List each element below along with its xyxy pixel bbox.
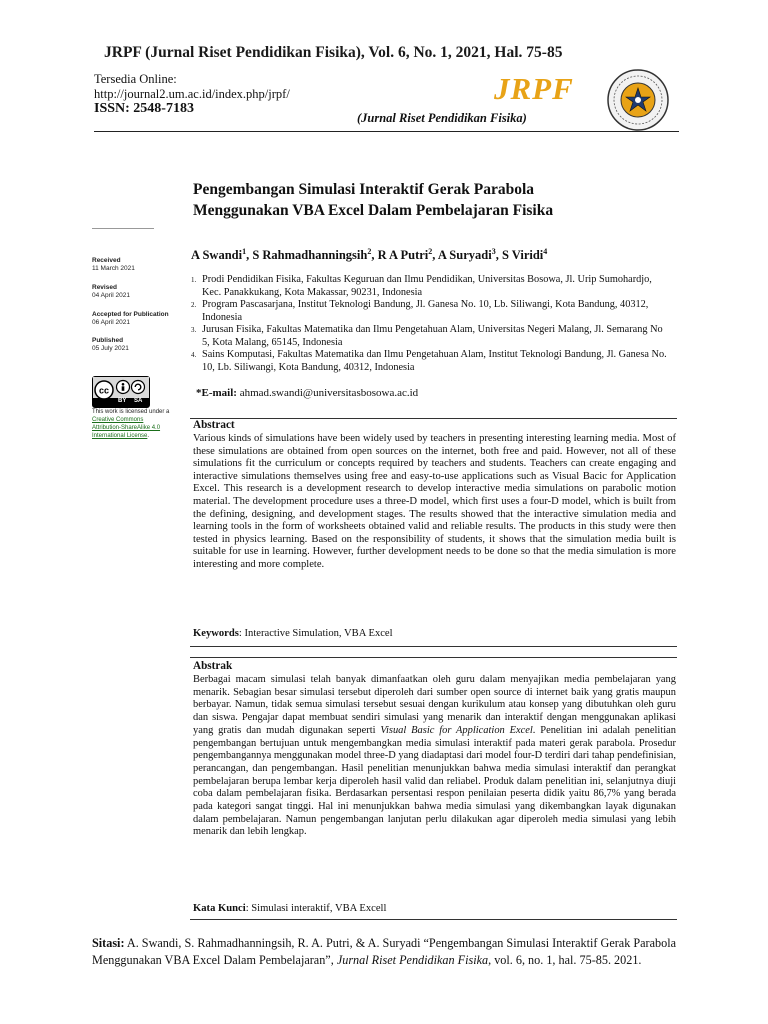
kata-kunci-text: : Simulasi interaktif, VBA Excell (245, 903, 387, 914)
citation-journal: Jurnal Riset Pendidikan Fisika (336, 952, 489, 967)
affiliation-item (191, 274, 671, 299)
abstrak-heading: Abstrak (193, 660, 233, 672)
affiliation-text: Sains Komputasi, Fakultas Matematika dan Ilmu Pengetahuan Alam, Institut Teknologi Bandung, Jl. Ganesa No. 10, Lb. Siliwangi, Kota Bandung, 40312, Indonesia (202, 349, 667, 373)
header-divider (94, 131, 679, 132)
affiliation-item (191, 299, 671, 324)
author-list: A Swandi$^1$, S Rahmadhanningsih$^2$, R A Putri$^2$, A Suryadi$^3$, S Viridi$^4$ (191, 247, 548, 263)
availability-label: Tersedia Online: (94, 72, 177, 86)
university-seal-icon (606, 68, 670, 132)
affiliation-text: Jurusan Fisika, Fakultas Matematika dan Ilmu Pengetahuan Alam, Universitas Negeri Malang, Jl. Semarang No 5, Kota Malang, 65145, Indonesia (202, 324, 663, 348)
license-link[interactable]: Creative Commons Attribution-ShareAlike 4.0 International License (92, 417, 161, 439)
svg-text:cc: cc (98, 385, 110, 396)
accepted-date: 06 April 2021 (92, 319, 130, 326)
affiliation-item (191, 349, 671, 374)
citation (92, 935, 676, 968)
corresponding-email (196, 387, 418, 399)
revised-date: 04 April 2021 (92, 292, 130, 299)
affiliation-number: 3. (191, 326, 197, 334)
abstrak-body (193, 674, 676, 839)
citation-text-part-2: , vol. 6, no. 1, hal. 75-85. 2021. (488, 952, 642, 967)
author-affiliation-mark: 3 (491, 247, 496, 256)
author-affiliation-mark: 4 (543, 247, 548, 256)
journal-url[interactable]: http://journal2.um.ac.id/index.php/jrpf/ (94, 87, 290, 101)
history-published (92, 337, 129, 353)
title-line-1: Pengembangan Simulasi Interaktif Gerak Parabola (193, 181, 535, 198)
history-revised (92, 284, 130, 300)
published-label: Published (92, 337, 124, 344)
abstrak-emphasis: Visual Basic for Application Excel (380, 724, 533, 736)
author-name: A Swandi (191, 248, 243, 263)
journal-logo-text: JRPF (494, 71, 574, 106)
author-affiliation-mark: 2 (367, 247, 372, 256)
revised-label: Revised (92, 284, 117, 291)
keywords-label: Keywords (193, 628, 239, 639)
affiliation-number: 1. (191, 276, 197, 284)
abstract-heading: Abstract (193, 419, 235, 431)
cc-by-label: BY (118, 398, 127, 404)
citation-label: Sitasi: (92, 936, 125, 950)
abstract-body: Various kinds of simulations have been widely used by teachers in presenting interesting learning media. Most of these simulations are obtained from open sources on the internet, both free and paid. However, not all of these simulations fit the curriculum or concepts required by teachers and students. Teachers can create engaging and interactive simulations themselves using free and easy-to-use applications such as Visual Bacic for Application Excel. This research is a development research to develop interactive media simulations on parabolic motion material. The development procedure uses a three-D model, which first uses a four-D model, which is built from the defining, designing, and development stages. The results showed that the interactive simulation media and learning tools in the form of worksheets obtained valid and reliable results. The products in this study were then tested in physics learning. Based on the responsibility of students, it shows that the simulation media built is suitable for use in learning. However, further development needs to be done so that the media simulation is more interesting and more complete. (193, 433, 676, 570)
received-label: Received (92, 257, 121, 264)
email-label: *E-mail: (196, 387, 237, 399)
abstrak-text-part-1: Berbagai macam simulasi telah banyak dimanfaatkan oleh guru dalam menyajikan media pembelajaran yang menarik. Sebagian besar simulasi tersebut diperoleh dari sumber open source di internet baik yang gratis maupun berbayar. Namun, tidak semua simulasi tersebut sesuai dengan kurikulum atau konsep yang dibutuhkan oleh guru dan siswa. Pengajar dapat membuat sendiri simulasi yang menarik dan interaktif dengan menggunakan aplikasi yang gratis dan mudah digunakan seperti (193, 674, 676, 736)
affiliation-number: 2. (191, 301, 197, 309)
issn: ISSN: 2548-7183 (94, 101, 194, 116)
affiliation-item (191, 324, 671, 349)
author-name: A Suryadi (437, 248, 492, 263)
cc-sa-label: SA (134, 398, 143, 404)
abstrak-divider-bottom (190, 919, 677, 920)
author-affiliation-mark: 2 (428, 247, 433, 256)
author-name: S Rahmadhanningsih (252, 248, 368, 263)
paper-title (193, 179, 673, 221)
title-line-2: Menggunakan VBA Excel Dalam Pembelajaran Fisika (193, 202, 554, 219)
history-received (92, 257, 135, 273)
journal-header: JRPF (Jurnal Riset Pendidikan Fisika), Vol. 6, No. 1, 2021, Hal. 75-85 (104, 44, 563, 61)
history-accepted (92, 311, 169, 327)
email-address[interactable]: ahmad.swandi@universitasbosowa.ac.id (239, 387, 419, 399)
affiliation-text: Program Pascasarjana, Institut Teknologi Bandung, Jl. Ganesa No. 10, Lb. Siliwangi, Kota Bandung, 40312, Indonesia (202, 299, 649, 323)
author-name: R A Putri (377, 248, 429, 263)
received-date: 11 March 2021 (92, 265, 135, 272)
kata-kunci (193, 903, 386, 914)
abstract-divider-top (190, 418, 677, 419)
citation-text-part-1: A. Swandi, S. Rahmadhanningsih, R. A. Putri, & A. Suryadi “Pengembangan Simulasi Interaktif Gerak Parabola Menggunakan VBA Excel Dalam Pembelajaran”, (92, 936, 676, 967)
kata-kunci-label: Kata Kunci (193, 903, 246, 914)
license-prefix: This work is licensed under a (92, 409, 170, 415)
keywords (193, 628, 393, 639)
abstrak-divider-top (190, 657, 677, 658)
abstract-divider-bottom (190, 646, 677, 647)
author-name: S Viridi (501, 248, 544, 263)
license-note (92, 408, 172, 440)
published-date: 05 July 2021 (92, 345, 129, 352)
accepted-label: Accepted for Publication (92, 311, 169, 318)
keywords-text: : Interactive Simulation, VBA Excel (238, 628, 393, 639)
journal-logo-subtitle: (Jurnal Riset Pendidikan Fisika) (357, 111, 527, 125)
license-suffix: . (147, 433, 150, 439)
affiliation-text: Prodi Pendidikan Fisika, Fakultas Keguruan dan Ilmu Pendidikan, Universitas Bosowa, Jl. Urip Sumohardjo, Kec. Panakkukang, Kota Makassar, 90231, Indonesia (202, 274, 652, 298)
history-divider (92, 228, 154, 229)
author-affiliation-mark: 1 (242, 247, 247, 256)
abstrak-text-part-2: . Penelitian ini adalah penelitian pengembangan bertujuan untuk mengembangkan media simulasi interaktif pada materi gerak parabola. Prosedur pengembangannya menggunakan model three-D yang diadaptasi dari model four-D terdiri dari tahap pendefinisian, perancangan, dan pengembangan. Hasil penelitian menunjukkan bahwa media simulasi interaktif dan perangkat pembelajaran berupa lembar kerja diperoleh hasil valid dan reliabel. Produk dalam penelitian ini, selanjutnya diuji coba dalam pembelajaran fisika. Berdasarkan persentasi respon penilaian peserta didik yaitu 86,7% yang berada pada kategori sangat tinggi. Hal ini menunjukkan bahwa media simulasi yang dikembangkan layak digunakan dalam pembelajaran. Namun pengembangan lanjutan perlu dilakukan agar diperoleh media simulasi yang lebih menarik dan lebih lengkap. (193, 724, 676, 838)
affiliation-number: 4. (191, 351, 197, 359)
